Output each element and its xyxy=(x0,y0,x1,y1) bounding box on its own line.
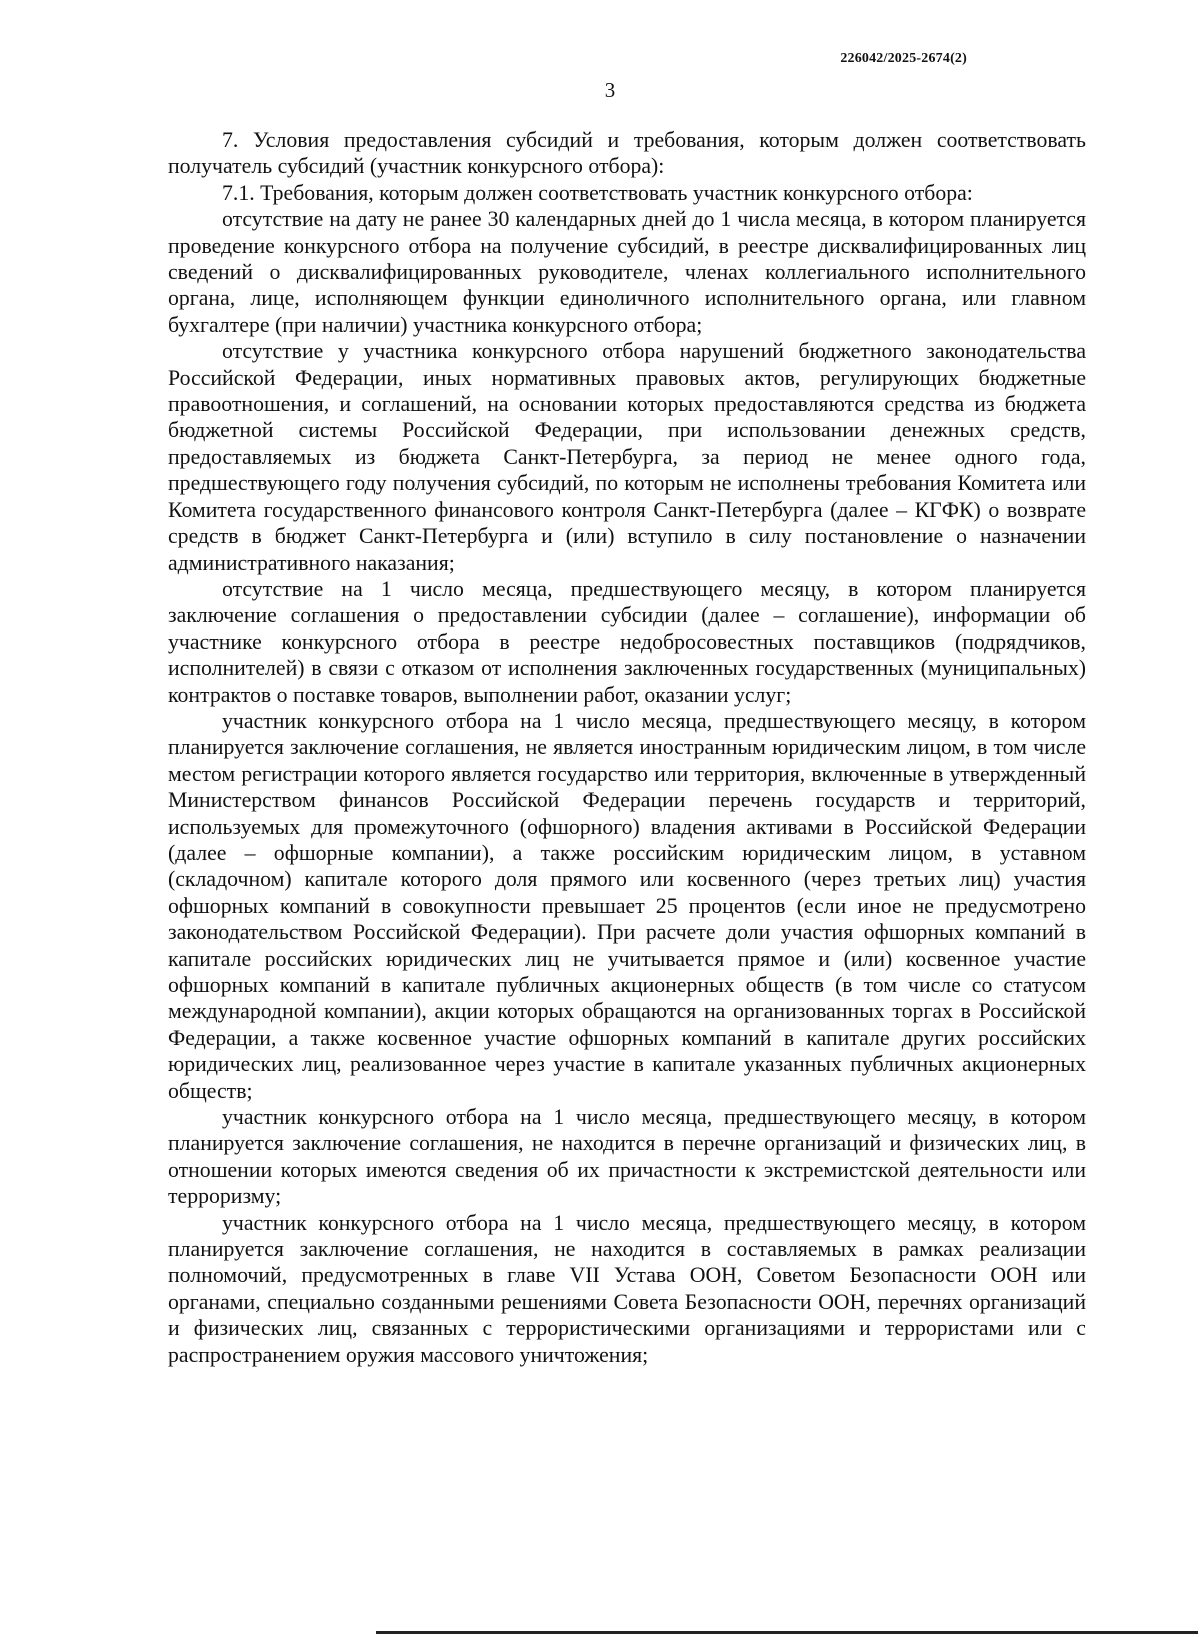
paragraph-7-1-requirements: 7.1. Требования, которым должен соответствовать участник конкурсного отбора: xyxy=(222,180,973,205)
document-body xyxy=(168,127,1086,1368)
paragraph-7-conditions: 7. Условия предоставления субсидий и требования, которым должен соответствовать получатель субсидий (участник конкурсного отбора): xyxy=(168,128,1086,179)
paragraph-unscrupulous-suppliers: отсутствие на 1 число месяца, предшествующего месяцу, в котором планируется заключение соглашения о предоставлении субсидии (далее – соглашение), информации об участнике конкурсного отбора в реестре недобросовестных поставщиков (подрядчиков, исполнителей) в связи с отказом от исполнения заключенных государственных (муниципальных) контрактов о поставке товаров, выполнении работ, оказании услуг; xyxy=(168,576,1086,707)
paragraph-extremism-list: участник конкурсного отбора на 1 число месяца, предшествующего месяцу, в котором планируется заключение соглашения, не находится в перечне организаций и физических лиц, в отношении которых имеются сведения об их причастности к экстремистской деятельности или терроризму; xyxy=(168,1105,1086,1209)
paragraph-offshore-companies: участник конкурсного отбора на 1 число месяца, предшествующего месяцу, в котором планируется заключение соглашения, не является иностранным юридическим лицом, в том числе местом регистрации которого является государство или территория, включенные в утвержденный Министерством финансов Российской Федерации перечень государств и территорий, используемых для промежуточного (офшорного) владения активами в Российской Федерации (далее – офшорные компании), а также российским юридическим лицом, в уставном (складочном) капитале которого доля прямого или косвенного (через третьих лиц) участия офшорных компаний в совокупности превышает 25 процентов (если иное не предусмотрено законодательством Российской Федерации). При расчете доли участия офшорных компаний в капитале российских юридических лиц не учитывается прямое и (или) косвенное участие офшорных компаний в капитале публичных акционерных обществ (в том числе со статусом международной компании), акции которых обращаются на организованных торгах в Российской Федерации, а также косвенное участие офшорных компаний в капитале других российских юридических лиц, реализованное через участие в капитале указанных публичных акционерных обществ; xyxy=(168,708,1086,1103)
paragraph-un-security-council-list: участник конкурсного отбора на 1 число месяца, предшествующего месяцу, в котором планируется заключение соглашения, не находится в составляемых в рамках реализации полномочий, предусмотренных в главе VII Устава ООН, Советом Безопасности ООН или органами, специально созданными решениями Совета Безопасности ООН, перечнях организаций и физических лиц, связанных с террористическими организациями и террористами или с распространением оружия массового уничтожения; xyxy=(168,1210,1086,1367)
paragraph-disqualified-persons: отсутствие на дату не ранее 30 календарных дней до 1 числа месяца, в котором планируется проведение конкурсного отбора на получение субсидий, в реестре дисквалифицированных лиц сведений о дисквалифицированных руководителе, членах коллегиального исполнительного органа, лице, исполняющем функции единоличного исполнительного органа, или главном бухгалтере (при наличии) участника конкурсного отбора; xyxy=(168,207,1086,337)
scan-bottom-edge-line xyxy=(376,1631,1198,1634)
page-number: 3 xyxy=(604,78,616,102)
document-registration-number: 226042/2025-2674(2) xyxy=(840,51,967,66)
paragraph-budget-violations: отсутствие у участника конкурсного отбора нарушений бюджетного законодательства Российской Федерации, иных нормативных правовых актов, регулирующих бюджетные правоотношения, и соглашений, на основании которых предоставляются средства из бюджета бюджетной системы Российской Федерации, при использовании денежных средств, предоставляемых из бюджета Санкт-Петербурга, за период не менее одного года, предшествующего году получения субсидий, по которым не исполнены требования Комитета или Комитета государственного финансового контроля Санкт-Петербурга (далее – КГФК) о возврате средств в бюджет Санкт-Петербурга и (или) вступило в силу постановление о назначении административного наказания; xyxy=(168,339,1086,575)
